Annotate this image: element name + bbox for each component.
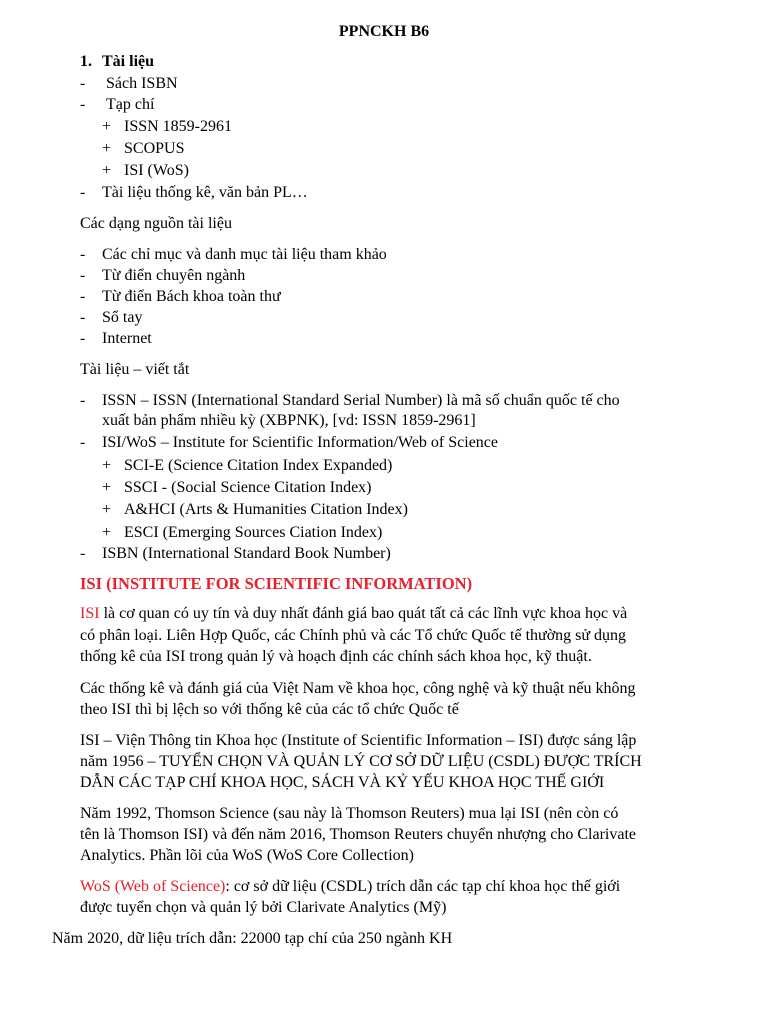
paragraph-line: [80, 877, 620, 897]
isbn-definition: ISBN (International Standard Book Number): [102, 545, 391, 562]
list-item: Các chỉ mục và danh mục tài liệu tham khảo: [102, 246, 387, 263]
bullet-dash: -: [80, 309, 86, 326]
bullet-dash: -: [80, 288, 86, 305]
list-item: Tạp chí: [106, 96, 155, 113]
source-types-heading: Các dạng nguồn tài liệu: [80, 215, 232, 232]
bullet-dash: -: [80, 246, 86, 263]
index-item: SSCI - (Social Science Citation Index): [124, 479, 372, 496]
paragraph-text: : cơ sở dữ liệu (CSDL) trích dẫn các tạp chí khoa học thế giới: [225, 878, 621, 895]
bullet-plus: +: [102, 479, 112, 496]
list-subitem: SCOPUS: [124, 140, 185, 157]
paragraph-line: được tuyển chọn và quản lý bởi Clarivate Analytics (Mỹ): [80, 899, 447, 916]
paragraph-line: tên là Thomson ISI) và đến năm 2016, Thomson Reuters chuyển nhượng cho Clarivate: [80, 826, 636, 843]
list-subitem: ISI (WoS): [124, 162, 189, 179]
bullet-dash: -: [80, 545, 86, 562]
paragraph-line: theo ISI thì bị lệch so với thống kê của các tổ chức Quốc tế: [80, 701, 459, 718]
bullet-dash: -: [80, 434, 86, 451]
bullet-plus: +: [102, 524, 112, 541]
paragraph-line: ISI – Viện Thông tin Khoa học (Institute of Scientific Information – ISI) được sáng lập: [80, 732, 637, 749]
paragraph-line: năm 1956 – TUYỂN CHỌN VÀ QUẢN LÝ CƠ SỞ DỮ LIỆU (CSDL) ĐƯỢC TRÍCH: [80, 753, 642, 770]
wos-highlight: WoS (Web of Science): [80, 878, 226, 895]
section-heading: Tài liệu: [102, 53, 155, 70]
paragraph-line: Các thống kê và đánh giá của Việt Nam về khoa học, công nghệ và kỹ thuật nếu không: [80, 680, 636, 697]
bullet-dash: -: [80, 330, 86, 347]
paragraph-line: [80, 604, 627, 624]
paragraph-line: thống kê của ISI trong quản lý và hoạch định các chính sách khoa học, kỹ thuật.: [80, 648, 592, 665]
list-item: Sổ tay: [102, 309, 143, 326]
section-number: 1.: [80, 53, 92, 70]
bullet-dash: -: [80, 184, 86, 201]
paragraph-line: DẪN CÁC TẠP CHÍ KHOA HỌC, SÁCH VÀ KỶ YẾU KHOA HỌC THẾ GIỚI: [80, 774, 605, 791]
bullet-plus: +: [102, 162, 112, 179]
paragraph-line: Analytics. Phần lõi của WoS (WoS Core Collection): [80, 847, 414, 864]
bullet-dash: -: [80, 392, 86, 409]
bullet-plus: +: [102, 501, 112, 518]
bullet-dash: -: [80, 96, 86, 113]
paragraph-line: Năm 2020, dữ liệu trích dẫn: 22000 tạp chí của 250 ngành KH: [52, 930, 453, 947]
isi-highlight: ISI: [80, 605, 100, 622]
list-item: Từ điển chuyên ngành: [102, 267, 246, 284]
bullet-plus: +: [102, 140, 112, 157]
issn-definition-line: xuất bản phẩm nhiều kỳ (XBPNK), [vd: ISSN 1859-2961]: [102, 412, 476, 429]
bullet-dash: -: [80, 267, 86, 284]
list-item: Internet: [102, 330, 152, 347]
abbrev-heading: Tài liệu – viết tắt: [80, 361, 190, 378]
index-item: ESCI (Emerging Sources Ciation Index): [124, 524, 383, 541]
bullet-dash: -: [80, 75, 86, 92]
bullet-plus: +: [102, 118, 112, 135]
paragraph-line: Năm 1992, Thomson Science (sau này là Thomson Reuters) mua lại ISI (nên còn có: [80, 805, 619, 822]
list-subitem: ISSN 1859-2961: [124, 118, 233, 135]
list-item: Sách ISBN: [106, 75, 178, 92]
index-item: A&HCI (Arts & Humanities Citation Index): [124, 501, 408, 518]
bullet-plus: +: [102, 457, 112, 474]
issn-definition-line: ISSN – ISSN (International Standard Serial Number) là mã số chuẩn quốc tế cho: [102, 392, 620, 409]
document-title: PPNCKH B6: [338, 23, 430, 40]
paragraph-line: có phân loại. Liên Hợp Quốc, các Chính phủ và các Tổ chức Quốc tế thường sử dụng: [80, 627, 627, 644]
index-item: SCI-E (Science Citation Index Expanded): [124, 457, 393, 474]
isi-section-heading: ISI (INSTITUTE FOR SCIENTIFIC INFORMATION): [80, 574, 473, 593]
list-item: Tài liệu thống kê, văn bản PL…: [102, 184, 308, 201]
paragraph-text: là cơ quan có uy tín và duy nhất đánh giá bao quát tất cả các lĩnh vực khoa học và: [99, 605, 628, 622]
list-item: Từ điển Bách khoa toàn thư: [102, 288, 281, 305]
isi-definition: ISI/WoS – Institute for Scientific Information/Web of Science: [102, 434, 498, 451]
